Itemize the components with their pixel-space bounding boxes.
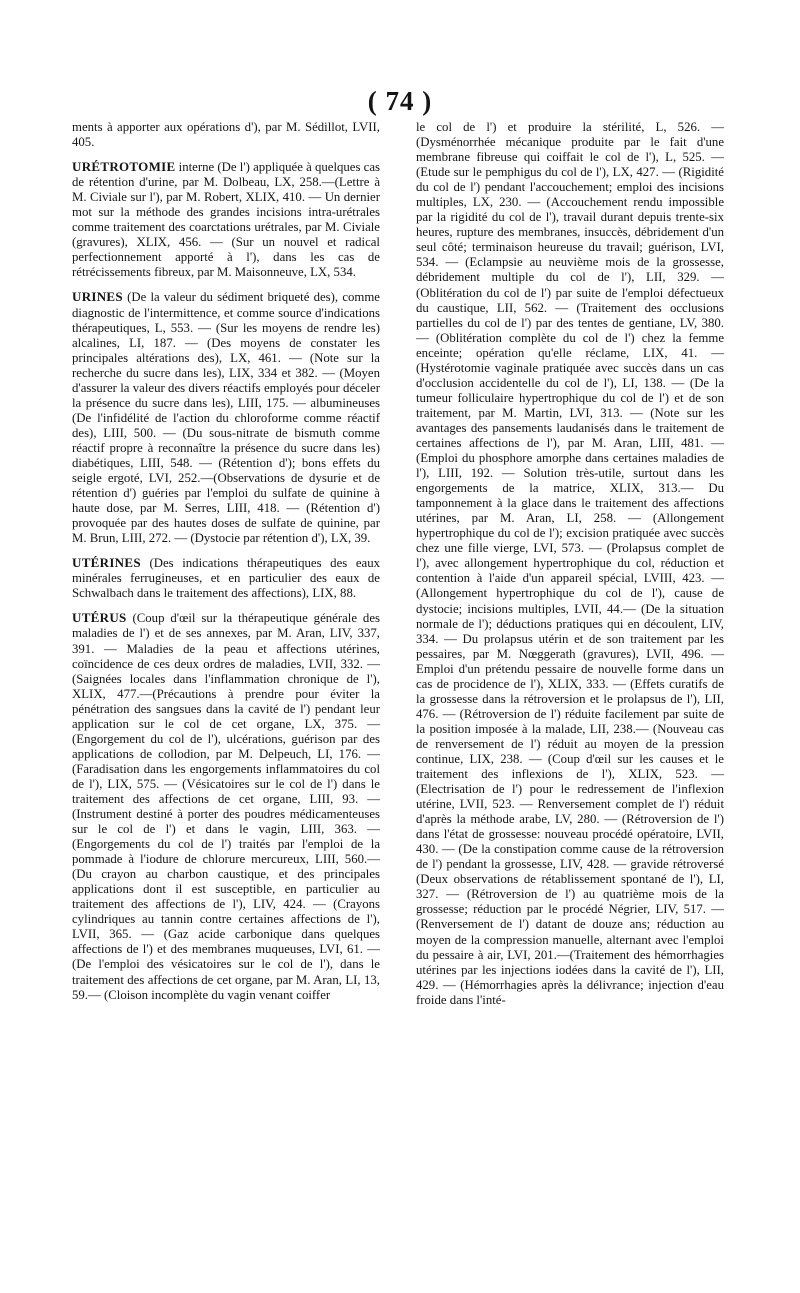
entry-text: (De la valeur du sédiment briqueté des), comme diagnostic de l'intermittence, et comme source d'indications thérapeutiques, L, 553. — (Sur les moyens de rendre les) alcalines, LI, 187. — (Des moyens de constater les principales altérations des), LX, 461. — (Note sur la recherche du sucre dans les), LIX, 334 et 382. — (Moyen d'assurer la valeur des divers réactifs employés pour déceler la présence du sucre dans les), LIII, 175. — albumineuses (De l'infidélité de l'action du chloroforme comme réactif des), LIII, 500. — (Du sous-nitrate de bismuth comme réactif propre à reconnaître la présence du sucre dans les) diabétiques, LIII, 548. — (Rétention d'); bons effets du seigle ergoté, LVI, 252.—(Observations de dysurie et de rétention d') guéries par l'emploi du sulfate de quinine à haute dose, par M. Serres, LIII, 418. — (Rétention d') provoquée par des hautes doses de sulfate de quinine, par M. Brun, LIII, 272. — (Dystocie par rétention d'), LX, 39.: [72, 290, 380, 546]
index-entry: [72, 159, 380, 280]
entry-headword: URINES: [72, 289, 123, 305]
entry-text: (Des indications thérapeutiques des eaux minérales ferrugineuses, et en particulier des eaux de Schwalbach dans le traitement des affections), LIX, 88.: [72, 556, 380, 601]
page-number: ( 74 ): [367, 86, 433, 116]
entry-text: interne (De l') appliquée à quelques cas de rétention d'urine, par M. Dolbeau, LX, 258.—(Lettre à M. Civiale sur l'), par M. Robert, XLIX, 410. — Un dernier mot sur la méthode des grandes incisions intra-urétrales comme traitement des coarctations urétrales, par M. Civiale (gravures), XLIX, 456. — (Sur un nouvel et radical perfectionnement apporté à l'), dans les cas de rétrécissements fibreux, par M. Maisonneuve, LX, 534.: [72, 160, 380, 280]
index-entry: [72, 610, 380, 1002]
index-entry: [72, 555, 380, 601]
right-column: [416, 120, 724, 1017]
entry-headword: URÉTROTOMIE: [72, 159, 176, 175]
entry-headword: UTÉRUS: [72, 610, 127, 626]
left-column: [72, 120, 380, 1012]
entry-text: (Coup d'œil sur la thérapeutique générale des maladies de l') et de ses annexes, par M. Aran, LIV, 337, 391. — Maladies de la peau et affections utérines, coïncidence de ces deux ordres de maladies, LVII, 332. — (Saignées locales dans l'inflammation chronique de l'), XLIX, 477.—(Précautions à prendre pour éviter la pénétration des sangsues dans la cavité de l') pendant leur application sur le col de cet organe, LX, 375. — (Engorgement du col de l'), ulcérations, guérison par des applications de collodion, par M. Delpeuch, LI, 176. — (Faradisation dans les engorgements inflammatoires du col de l'), LIX, 575. — (Vésicatoires sur le col de l') dans le traitement des affections de cet organe, LIII, 93. — (Instrument destiné à porter des poudres médicamenteuses sur le col de l') et dans le vagin, LIII, 363. — (Engorgements du col de l') traités par l'emploi de la pommade à l'iodure de chlorure mercureux, LIII, 560.— (Du crayon au charbon caustique, et des principales applications dont il est susceptible, en particulier au traitement des affections de l'), LIV, 424. — (Crayons cylindriques au tannin contre certaines affections de l'), LVII, 365. — (Gaz acide carbonique dans quelques affections de l') et des membranes muqueuses, LVI, 61. — (De l'emploi des vésicatoires sur le col de l'), dans le traitement des affections de cet organe, par M. Aran, LI, 13, 59.— (Cloison incomplète du vagin venant coiffer: [72, 611, 380, 1002]
entry-text: le col de l') et produire la stérilité, L, 526. — (Dysménorrhée mécanique produite par le fait d'une membrane fibreuse qui coiffait le col de l'), L, 525. — (Etude sur le pemphigus du col de l'), LX, 427. — (Rigidité du col de l') pendant l'accouchement; emploi des incisions multiples, LX, 230. — (Accouchement rendu impossible par la rigidité du col de l'), travail durant depuis trente-six heures, rupture des membranes, insuccès, débridement d'un seul côté; terminaison heureuse du travail; guérison, LVI, 534. — (Eclampsie au neuvième mois de la grossesse, débridement multiple du col de l'), LII, 329. — (Oblitération du col de l') par suite de l'emploi défectueux du caustique, LII, 562. — (Traitement des occlusions partielles du col de l') par des tentes de gentiane, LV, 380. — (Oblitération complète du col de l') chez la femme enceinte; opération qu'elle réclame, LIX, 41. — (Hystérotomie vaginale pratiquée avec succès dans un cas d'occlusion accidentelle du col de l'), LI, 138. — (De la tumeur folliculaire hypertrophique du col de l') et de son traitement, par M. Martin, LVI, 313. — (Note sur les avantages des pansements laudanisés dans le traitement de certaines affections de l'), par M. Aran, LIII, 481. — (Emploi du phosphore amorphe dans certaines maladies de l'), LIII, 192. — Solution très-utile, surtout dans les engorgements de la matrice, XLIX, 313.— Du tamponnement à la glace dans le traitement des affections utérines, par M. Aran, LI, 258. — (Allongement hypertrophique du col de l'); excision pratiquée avec succès chez une fille vierge, LVI, 573. — (Prolapsus complet de l'), avec allongement hypertrophique du col, réduction et contention à l'aide d'un appareil spécial, LVIII, 423. — (Allongement hypertrophique du col de l'), cause de dystocie; incisions multiples, LVII, 44.— (De la situation normale de l'); déductions pratiques qui en découlent, LIV, 334. — Du prolapsus utérin et de son traitement par les pessaires, par M. Nœggerath (gravures), LVII, 496. — Emploi d'un prétendu pessaire de nouvelle forme dans un cas de procidence de l'), XLIX, 333. — (Effets curatifs de la grossesse dans la rétroversion et le prolapsus de l'), LII, 476. — (Rétroversion de l') réduite facilement par suite de la position imposée à la malade, LII, 238.— (Nouveau cas de renversement de l') réduit au moyen de la pression continue, LIX, 238. — (Coup d'œil sur les causes et le traitement des inflexions de l'), XLIX, 523. — (Electrisation de l') pour le redressement de l'inflexion utérine, LVII, 523. — Renversement complet de l') réduit d'après la méthode arabe, LV, 280. — (Rétroversion de l') dans l'état de grossesse: nouveau procédé opératoire, LVII, 430. — (De la constipation comme cause de la rétroversion de l') pendant la grossesse, LIV, 428. — gravide rétroversé (Deux observations de rétablissement spontané de l'), LI, 327. — (Rétroversion de l') au quatrième mois de la grossesse; réduction par le procédé Négrier, LIV, 517. — (Renversement de l') datant de douze ans; réduction au moyen de la compression manuelle, alternant avec l'emploi du pessaire à air, LVI, 201.—(Traitement des hémorrhagies utérines par les injections iodées dans la cavité de l'), LII, 429. — (Hémorrhagies après la délivrance; injection d'eau froide dans l'inté-: [416, 120, 724, 1007]
entry-text: ments à apporter aux opérations d'), par M. Sédillot, LVII, 405.: [72, 120, 380, 150]
entry-headword: UTÉRINES: [72, 555, 141, 571]
index-entry: [72, 289, 380, 546]
index-entry: [72, 120, 380, 150]
index-entry: [416, 120, 724, 1008]
